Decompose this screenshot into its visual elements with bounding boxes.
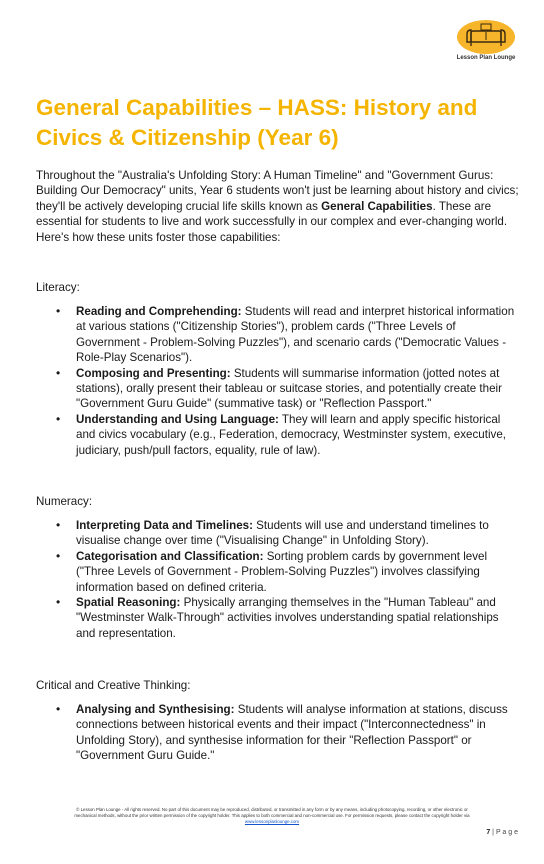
item-term: Reading and Comprehending: bbox=[76, 305, 242, 318]
section-heading-critical-thinking: Critical and Creative Thinking: bbox=[36, 679, 191, 692]
literacy-list bbox=[36, 304, 520, 458]
list-item bbox=[36, 595, 520, 641]
item-term: Interpreting Data and Timelines: bbox=[76, 519, 253, 532]
intro-text-start: Throughout the "Australia's Unfolding Story: A Human Timeline" and "Government Gurus: Building Our Democracy" units, Year 6 students won't just be learning about history and civics; they'll be actively developing crucial life skills known as bbox=[36, 169, 519, 213]
item-text: Students will summarise information (jotted notes at stations), orally present their tableau or suitcase stories, and potentially create their "Government Guru Guide" (summative task) or "Reflection Passport." bbox=[76, 366, 502, 411]
page-title: General Capabilities – HASS: History and Civics & Citizenship (Year 6) bbox=[36, 95, 478, 150]
intro-bold-term: General Capabilities bbox=[321, 199, 433, 213]
footer-line-2: mechanical methods, without the prior written permission of the copyright holder. This applies to both commercial and non-commercial use. For permission requests, please contact the copyright holder via bbox=[74, 813, 470, 818]
numeracy-list bbox=[36, 518, 520, 641]
intro-text-end: . These are essential for students to live and work successfully in our complex and ever-changing world. Here's how these units foster those capabilities: bbox=[36, 199, 508, 244]
item-term: Understanding and Using Language: bbox=[76, 412, 279, 426]
page-number-value: 7 bbox=[486, 829, 491, 836]
intro-paragraph bbox=[36, 168, 520, 245]
copyright-footer bbox=[30, 807, 514, 825]
sofa-logo-icon bbox=[455, 18, 517, 54]
item-text: They will learn and apply specific historical and civics vocabulary (e.g., Federation, democracy, Westminster system, executive, judiciary, push/pull factors, equality, rule of law). bbox=[76, 412, 506, 457]
list-item bbox=[36, 549, 520, 595]
list-item bbox=[36, 366, 520, 412]
item-term: Categorisation and Classification: bbox=[76, 549, 264, 563]
item-text: Physically arranging themselves in the "Human Tableau" and "Westminster Walk-Through" activities involves understanding spatial relationships and representation. bbox=[76, 596, 499, 640]
list-item bbox=[36, 518, 520, 549]
list-item bbox=[36, 304, 520, 366]
list-item bbox=[36, 412, 520, 458]
page-number: 7 | P a g e bbox=[486, 829, 518, 836]
item-text: Students will use and understand timelines to visualise change over time ("Visualising Change" in Unfolding Story). bbox=[76, 519, 489, 548]
item-text: Students will analyse information at stations, discuss connections between historical events and their impact ("Interconnectedness" in Unfolding Story), and synthesise information for their "Reflection Passport" or "Government Guru Guide." bbox=[76, 703, 508, 763]
critical-thinking-list bbox=[36, 702, 520, 764]
section-heading-numeracy: Numeracy: bbox=[36, 495, 93, 508]
list-item bbox=[36, 702, 520, 764]
item-term: Composing and Presenting: bbox=[76, 366, 231, 380]
item-term: Spatial Reasoning: bbox=[76, 596, 181, 610]
footer-line-1: © Lesson Plan Lounge - All rights reserved. No part of this document may be reproduced, distributed, or transmitted in any form or by any means, including photocopying, recording, or other electronic or bbox=[76, 807, 468, 812]
page-label: P a g e bbox=[495, 829, 518, 836]
lesson-plan-lounge-logo bbox=[446, 18, 526, 64]
item-text: Sorting problem cards by government level ("Three Levels of Government - Problem-Solving Puzzles") involves classifying information based on defined criteria. bbox=[76, 549, 488, 594]
item-term: Analysing and Synthesising: bbox=[76, 703, 235, 716]
section-heading-literacy: Literacy: bbox=[36, 281, 80, 294]
item-text: Students will read and interpret historical information at various stations ("Citizenship Stories"), problem cards ("Three Levels of Government - Problem-Solving Puzzles"), and scenario cards ("Democratic Values - Role-Play Scenarios"). bbox=[76, 305, 515, 365]
logo-text: Lesson Plan Lounge bbox=[456, 55, 516, 61]
footer-website-link[interactable]: www.lessonplanlounge.com bbox=[244, 819, 300, 824]
